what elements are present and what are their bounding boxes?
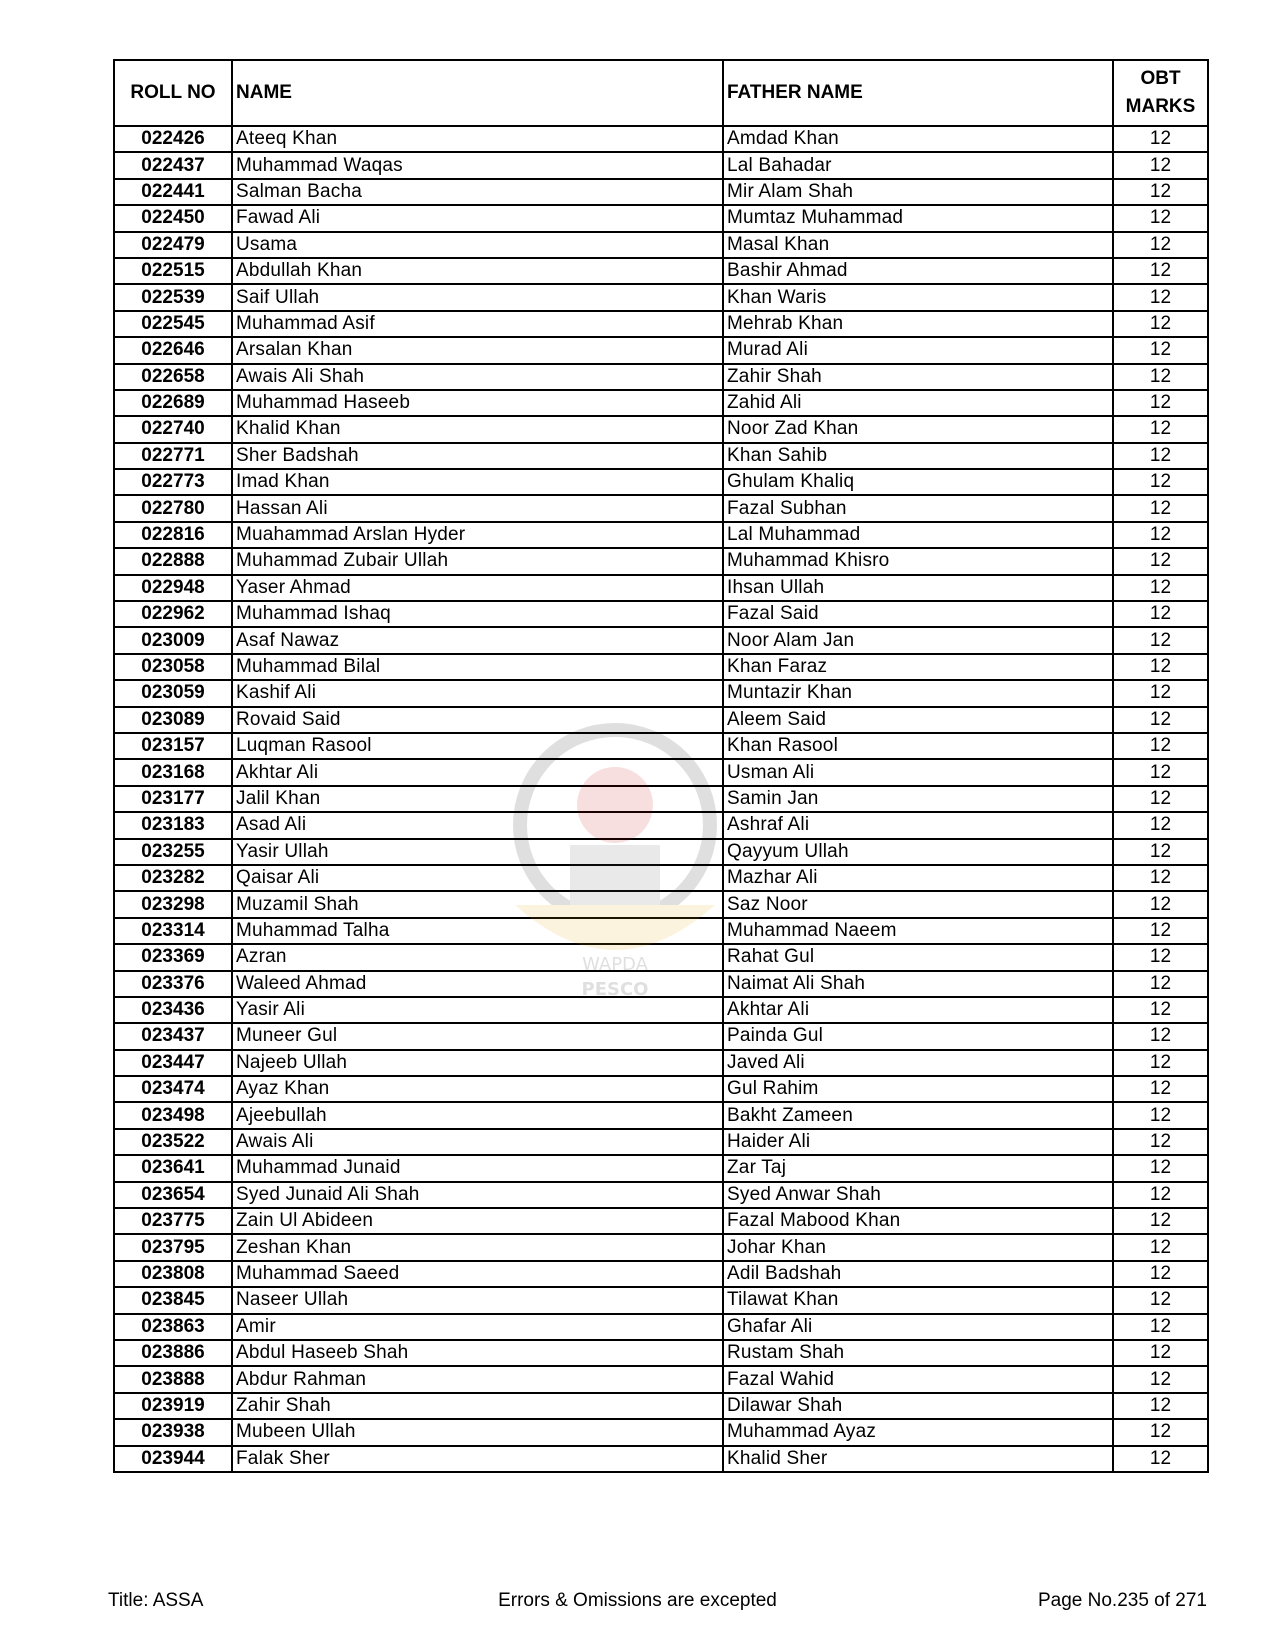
- roll-no-cell: 023436: [114, 997, 232, 1023]
- father-name-cell: Muhammad Naeem: [723, 918, 1113, 944]
- father-name-cell: Tilawat Khan: [723, 1287, 1113, 1313]
- roll-no-cell: 023474: [114, 1076, 232, 1102]
- watermark-pesco-text: PESCO: [581, 979, 649, 1000]
- table-row: [114, 284, 1208, 310]
- table-row: [114, 1182, 1208, 1208]
- table-row: [114, 1261, 1208, 1287]
- table-row: [114, 627, 1208, 653]
- father-name-cell: Painda Gul: [723, 1023, 1113, 1049]
- table-row: [114, 1023, 1208, 1049]
- name-cell: Abdul Haseeb Shah: [232, 1340, 723, 1366]
- table-row: [114, 416, 1208, 442]
- name-cell: Qaisar Ali: [232, 865, 723, 891]
- table-row: [114, 654, 1208, 680]
- footer-page-number: Page No.235 of 271: [1037, 1590, 1207, 1611]
- roll-no-cell: 023808: [114, 1261, 232, 1287]
- table-row: [114, 971, 1208, 997]
- roll-no-cell: 023447: [114, 1050, 232, 1076]
- obt-marks-cell: 12: [1113, 1340, 1208, 1366]
- table-row: [114, 1234, 1208, 1260]
- father-name-cell: Zahid Ali: [723, 390, 1113, 416]
- table-row: [114, 522, 1208, 548]
- father-name-cell: Murad Ali: [723, 337, 1113, 363]
- name-cell: Awais Ali Shah: [232, 364, 723, 390]
- father-name-cell: Javed Ali: [723, 1050, 1113, 1076]
- header-obt-marks: [1113, 60, 1208, 126]
- father-name-cell: Rustam Shah: [723, 1340, 1113, 1366]
- name-cell: Abdur Rahman: [232, 1366, 723, 1392]
- father-name-cell: Naimat Ali Shah: [723, 971, 1113, 997]
- roll-no-cell: 023654: [114, 1182, 232, 1208]
- roll-no-cell: 022539: [114, 284, 232, 310]
- table-row: [114, 839, 1208, 865]
- roll-no-cell: 023282: [114, 865, 232, 891]
- obt-marks-cell: 12: [1113, 495, 1208, 521]
- father-name-cell: Khan Faraz: [723, 654, 1113, 680]
- name-cell: Kashif Ali: [232, 680, 723, 706]
- name-cell: Abdullah Khan: [232, 258, 723, 284]
- father-name-cell: Fazal Subhan: [723, 495, 1113, 521]
- obt-marks-cell: 12: [1113, 839, 1208, 865]
- table-row: [114, 1366, 1208, 1392]
- obt-marks-cell: 12: [1113, 707, 1208, 733]
- roll-no-cell: 022948: [114, 575, 232, 601]
- name-cell: Ayaz Khan: [232, 1076, 723, 1102]
- table-row: [114, 575, 1208, 601]
- footer-notice: Errors & Omissions are excepted: [498, 1590, 777, 1611]
- results-table: [113, 59, 1209, 1473]
- table-row: [114, 1287, 1208, 1313]
- obt-marks-cell: 12: [1113, 1102, 1208, 1128]
- roll-no-cell: 022816: [114, 522, 232, 548]
- father-name-cell: Ghulam Khaliq: [723, 469, 1113, 495]
- father-name-cell: Saz Noor: [723, 891, 1113, 917]
- obt-marks-cell: 12: [1113, 733, 1208, 759]
- obt-marks-cell: 12: [1113, 1023, 1208, 1049]
- roll-no-cell: 022771: [114, 443, 232, 469]
- obt-marks-cell: 12: [1113, 971, 1208, 997]
- obt-marks-cell: 12: [1113, 1155, 1208, 1181]
- table-row: [114, 1446, 1208, 1472]
- table-row: [114, 364, 1208, 390]
- table-row: [114, 865, 1208, 891]
- name-cell: Muhammad Asif: [232, 311, 723, 337]
- table-row: [114, 812, 1208, 838]
- obt-marks-cell: 12: [1113, 1261, 1208, 1287]
- name-cell: Zain Ul Abideen: [232, 1208, 723, 1234]
- table-row: [114, 179, 1208, 205]
- obt-marks-cell: 12: [1113, 1208, 1208, 1234]
- name-cell: Muhammad Talha: [232, 918, 723, 944]
- obt-marks-cell: 12: [1113, 152, 1208, 178]
- table-row: [114, 680, 1208, 706]
- roll-no-cell: 023437: [114, 1023, 232, 1049]
- table-row: [114, 152, 1208, 178]
- table-row: [114, 1129, 1208, 1155]
- roll-no-cell: 023168: [114, 759, 232, 785]
- father-name-cell: Muhammad Ayaz: [723, 1419, 1113, 1445]
- obt-marks-cell: 12: [1113, 812, 1208, 838]
- obt-marks-cell: 12: [1113, 390, 1208, 416]
- name-cell: Muhammad Bilal: [232, 654, 723, 680]
- table-row: [114, 707, 1208, 733]
- header-father-name: FATHER NAME: [723, 60, 1113, 126]
- roll-no-cell: 023369: [114, 944, 232, 970]
- roll-no-cell: 023376: [114, 971, 232, 997]
- table-row: [114, 891, 1208, 917]
- roll-no-cell: 022888: [114, 548, 232, 574]
- father-name-cell: Usman Ali: [723, 759, 1113, 785]
- header-obt-marks-line1: OBT: [1140, 68, 1181, 89]
- name-cell: Imad Khan: [232, 469, 723, 495]
- obt-marks-cell: 12: [1113, 416, 1208, 442]
- name-cell: Sher Badshah: [232, 443, 723, 469]
- obt-marks-cell: 12: [1113, 1050, 1208, 1076]
- name-cell: Najeeb Ullah: [232, 1050, 723, 1076]
- father-name-cell: Samin Jan: [723, 786, 1113, 812]
- father-name-cell: Haider Ali: [723, 1129, 1113, 1155]
- roll-no-cell: 023059: [114, 680, 232, 706]
- roll-no-cell: 022658: [114, 364, 232, 390]
- name-cell: Yasir Ali: [232, 997, 723, 1023]
- father-name-cell: Khalid Sher: [723, 1446, 1113, 1472]
- roll-no-cell: 023919: [114, 1393, 232, 1419]
- name-cell: Asaf Nawaz: [232, 627, 723, 653]
- header-name: NAME: [232, 60, 723, 126]
- obt-marks-cell: 12: [1113, 1419, 1208, 1445]
- obt-marks-cell: 12: [1113, 1366, 1208, 1392]
- father-name-cell: Akhtar Ali: [723, 997, 1113, 1023]
- name-cell: Muneer Gul: [232, 1023, 723, 1049]
- roll-no-cell: 022689: [114, 390, 232, 416]
- obt-marks-cell: 12: [1113, 759, 1208, 785]
- roll-no-cell: 023641: [114, 1155, 232, 1181]
- obt-marks-cell: 12: [1113, 601, 1208, 627]
- table-row: [114, 1314, 1208, 1340]
- obt-marks-cell: 12: [1113, 284, 1208, 310]
- table-row: [114, 1340, 1208, 1366]
- name-cell: Saif Ullah: [232, 284, 723, 310]
- roll-no-cell: 023183: [114, 812, 232, 838]
- obt-marks-cell: 12: [1113, 865, 1208, 891]
- father-name-cell: Muntazir Khan: [723, 680, 1113, 706]
- father-name-cell: Fazal Wahid: [723, 1366, 1113, 1392]
- obt-marks-cell: 12: [1113, 258, 1208, 284]
- footer-title: Title: ASSA: [108, 1590, 204, 1611]
- roll-no-cell: 023886: [114, 1340, 232, 1366]
- father-name-cell: Zahir Shah: [723, 364, 1113, 390]
- name-cell: Awais Ali: [232, 1129, 723, 1155]
- name-cell: Asad Ali: [232, 812, 723, 838]
- roll-no-cell: 023522: [114, 1129, 232, 1155]
- table-row: [114, 733, 1208, 759]
- table-row: [114, 443, 1208, 469]
- name-cell: Naseer Ullah: [232, 1287, 723, 1313]
- roll-no-cell: 023089: [114, 707, 232, 733]
- roll-no-cell: 023888: [114, 1366, 232, 1392]
- obt-marks-cell: 12: [1113, 1446, 1208, 1472]
- obt-marks-cell: 12: [1113, 1182, 1208, 1208]
- father-name-cell: Rahat Gul: [723, 944, 1113, 970]
- name-cell: Muhammad Haseeb: [232, 390, 723, 416]
- father-name-cell: Khan Waris: [723, 284, 1113, 310]
- roll-no-cell: 023498: [114, 1102, 232, 1128]
- table-row: [114, 258, 1208, 284]
- father-name-cell: Syed Anwar Shah: [723, 1182, 1113, 1208]
- name-cell: Arsalan Khan: [232, 337, 723, 363]
- roll-no-cell: 023314: [114, 918, 232, 944]
- obt-marks-cell: 12: [1113, 1287, 1208, 1313]
- obt-marks-cell: 12: [1113, 575, 1208, 601]
- obt-marks-cell: 12: [1113, 891, 1208, 917]
- obt-marks-cell: 12: [1113, 997, 1208, 1023]
- father-name-cell: Dilawar Shah: [723, 1393, 1113, 1419]
- table-row: [114, 1393, 1208, 1419]
- table-row: [114, 997, 1208, 1023]
- roll-no-cell: 022773: [114, 469, 232, 495]
- roll-no-cell: 022545: [114, 311, 232, 337]
- roll-no-cell: 023058: [114, 654, 232, 680]
- table-row: [114, 1102, 1208, 1128]
- roll-no-cell: 022646: [114, 337, 232, 363]
- obt-marks-cell: 12: [1113, 1393, 1208, 1419]
- roll-no-cell: 022962: [114, 601, 232, 627]
- header-obt-marks-line2: MARKS: [1125, 96, 1196, 117]
- roll-no-cell: 023177: [114, 786, 232, 812]
- father-name-cell: Mazhar Ali: [723, 865, 1113, 891]
- roll-no-cell: 023845: [114, 1287, 232, 1313]
- father-name-cell: Muhammad Khisro: [723, 548, 1113, 574]
- roll-no-cell: 022441: [114, 179, 232, 205]
- obt-marks-cell: 12: [1113, 232, 1208, 258]
- table-row: [114, 469, 1208, 495]
- father-name-cell: Khan Sahib: [723, 443, 1113, 469]
- obt-marks-cell: 12: [1113, 786, 1208, 812]
- table-row: [114, 1419, 1208, 1445]
- father-name-cell: Adil Badshah: [723, 1261, 1113, 1287]
- father-name-cell: Bashir Ahmad: [723, 258, 1113, 284]
- father-name-cell: Amdad Khan: [723, 126, 1113, 152]
- name-cell: Mubeen Ullah: [232, 1419, 723, 1445]
- father-name-cell: Lal Bahadar: [723, 152, 1113, 178]
- obt-marks-cell: 12: [1113, 1076, 1208, 1102]
- father-name-cell: Khan Rasool: [723, 733, 1113, 759]
- name-cell: Ajeebullah: [232, 1102, 723, 1128]
- table-row: [114, 1155, 1208, 1181]
- obt-marks-cell: 12: [1113, 205, 1208, 231]
- obt-marks-cell: 12: [1113, 627, 1208, 653]
- roll-no-cell: 022426: [114, 126, 232, 152]
- name-cell: Muhammad Waqas: [232, 152, 723, 178]
- father-name-cell: Fazal Said: [723, 601, 1113, 627]
- table-row: [114, 126, 1208, 152]
- roll-no-cell: 023775: [114, 1208, 232, 1234]
- father-name-cell: Johar Khan: [723, 1234, 1113, 1260]
- table-row: [114, 548, 1208, 574]
- father-name-cell: Mir Alam Shah: [723, 179, 1113, 205]
- table-row: [114, 1050, 1208, 1076]
- obt-marks-cell: 12: [1113, 311, 1208, 337]
- obt-marks-cell: 12: [1113, 337, 1208, 363]
- header-roll-no: ROLL NO: [114, 60, 232, 126]
- father-name-cell: Qayyum Ullah: [723, 839, 1113, 865]
- table-row: [114, 205, 1208, 231]
- roll-no-cell: 022437: [114, 152, 232, 178]
- roll-no-cell: 022740: [114, 416, 232, 442]
- name-cell: Muhammad Ishaq: [232, 601, 723, 627]
- name-cell: Muhammad Zubair Ullah: [232, 548, 723, 574]
- roll-no-cell: 022780: [114, 495, 232, 521]
- table-body: [114, 126, 1208, 1472]
- table-row: [114, 601, 1208, 627]
- name-cell: Usama: [232, 232, 723, 258]
- roll-no-cell: 022479: [114, 232, 232, 258]
- name-cell: Fawad Ali: [232, 205, 723, 231]
- table-header-row: [114, 60, 1208, 126]
- obt-marks-cell: 12: [1113, 1129, 1208, 1155]
- father-name-cell: Aleem Said: [723, 707, 1113, 733]
- obt-marks-cell: 12: [1113, 680, 1208, 706]
- roll-no-cell: 022450: [114, 205, 232, 231]
- father-name-cell: Masal Khan: [723, 232, 1113, 258]
- father-name-cell: Ihsan Ullah: [723, 575, 1113, 601]
- name-cell: Akhtar Ali: [232, 759, 723, 785]
- name-cell: Luqman Rasool: [232, 733, 723, 759]
- father-name-cell: Bakht Zameen: [723, 1102, 1113, 1128]
- table-row: [114, 232, 1208, 258]
- roll-no-cell: 023298: [114, 891, 232, 917]
- obt-marks-cell: 12: [1113, 918, 1208, 944]
- obt-marks-cell: 12: [1113, 469, 1208, 495]
- table-row: [114, 390, 1208, 416]
- name-cell: Zahir Shah: [232, 1393, 723, 1419]
- name-cell: Jalil Khan: [232, 786, 723, 812]
- table-row: [114, 1208, 1208, 1234]
- table-row: [114, 918, 1208, 944]
- name-cell: Rovaid Said: [232, 707, 723, 733]
- table-row: [114, 944, 1208, 970]
- table-row: [114, 311, 1208, 337]
- results-table-container: [113, 59, 1207, 1473]
- obt-marks-cell: 12: [1113, 944, 1208, 970]
- obt-marks-cell: 12: [1113, 522, 1208, 548]
- father-name-cell: Ghafar Ali: [723, 1314, 1113, 1340]
- father-name-cell: Lal Muhammad: [723, 522, 1113, 548]
- name-cell: Muahammad Arslan Hyder: [232, 522, 723, 548]
- name-cell: Yaser Ahmad: [232, 575, 723, 601]
- obt-marks-cell: 12: [1113, 364, 1208, 390]
- father-name-cell: Fazal Mabood Khan: [723, 1208, 1113, 1234]
- name-cell: Muhammad Saeed: [232, 1261, 723, 1287]
- obt-marks-cell: 12: [1113, 443, 1208, 469]
- name-cell: Ateeq Khan: [232, 126, 723, 152]
- name-cell: Muhammad Junaid: [232, 1155, 723, 1181]
- name-cell: Yasir Ullah: [232, 839, 723, 865]
- name-cell: Waleed Ahmad: [232, 971, 723, 997]
- name-cell: Muzamil Shah: [232, 891, 723, 917]
- father-name-cell: Noor Zad Khan: [723, 416, 1113, 442]
- father-name-cell: Noor Alam Jan: [723, 627, 1113, 653]
- roll-no-cell: 023863: [114, 1314, 232, 1340]
- father-name-cell: Gul Rahim: [723, 1076, 1113, 1102]
- name-cell: Salman Bacha: [232, 179, 723, 205]
- roll-no-cell: 023157: [114, 733, 232, 759]
- father-name-cell: Mehrab Khan: [723, 311, 1113, 337]
- name-cell: Khalid Khan: [232, 416, 723, 442]
- name-cell: Zeshan Khan: [232, 1234, 723, 1260]
- table-row: [114, 495, 1208, 521]
- obt-marks-cell: 12: [1113, 548, 1208, 574]
- obt-marks-cell: 12: [1113, 1234, 1208, 1260]
- watermark-wapda-text: WAPDA: [582, 954, 648, 975]
- obt-marks-cell: 12: [1113, 654, 1208, 680]
- roll-no-cell: 022515: [114, 258, 232, 284]
- obt-marks-cell: 12: [1113, 179, 1208, 205]
- roll-no-cell: 023255: [114, 839, 232, 865]
- roll-no-cell: 023938: [114, 1419, 232, 1445]
- name-cell: Azran: [232, 944, 723, 970]
- father-name-cell: Ashraf Ali: [723, 812, 1113, 838]
- table-row: [114, 1076, 1208, 1102]
- father-name-cell: Zar Taj: [723, 1155, 1113, 1181]
- name-cell: Falak Sher: [232, 1446, 723, 1472]
- roll-no-cell: 023944: [114, 1446, 232, 1472]
- table-row: [114, 786, 1208, 812]
- roll-no-cell: 023009: [114, 627, 232, 653]
- roll-no-cell: 023795: [114, 1234, 232, 1260]
- name-cell: Syed Junaid Ali Shah: [232, 1182, 723, 1208]
- table-row: [114, 759, 1208, 785]
- obt-marks-cell: 12: [1113, 126, 1208, 152]
- obt-marks-cell: 12: [1113, 1314, 1208, 1340]
- father-name-cell: Mumtaz Muhammad: [723, 205, 1113, 231]
- table-row: [114, 337, 1208, 363]
- name-cell: Hassan Ali: [232, 495, 723, 521]
- name-cell: Amir: [232, 1314, 723, 1340]
